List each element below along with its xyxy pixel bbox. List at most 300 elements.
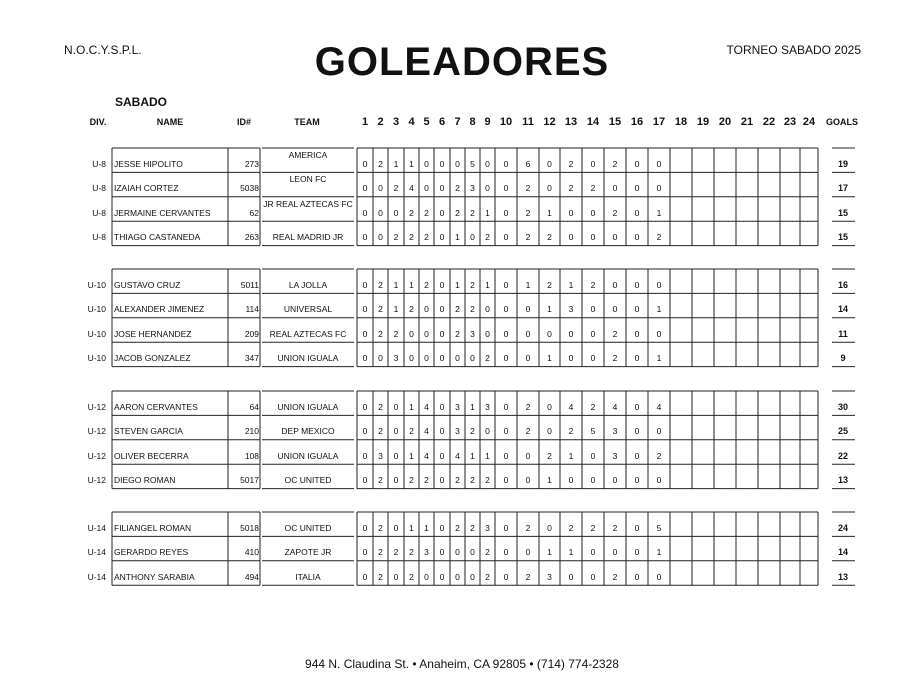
round-score-cell: 0: [634, 450, 640, 461]
division-cell: U-10: [87, 280, 106, 290]
round-score-cell: 0: [525, 475, 531, 486]
round-score-cell: 2: [378, 523, 383, 533]
round-score-cell: 0: [424, 328, 429, 339]
round-score-cell: 1: [455, 280, 460, 290]
team-cell: UNION IGUALA: [277, 353, 339, 364]
round-score-cell: 6: [525, 159, 531, 169]
player-name-cell: JESSE HIPOLITO: [114, 159, 183, 169]
player-id-cell: 5038: [240, 183, 259, 194]
round-score-cell: 0: [547, 426, 552, 437]
round-score-cell: 0: [439, 353, 445, 364]
division-cell: U-12: [87, 402, 106, 412]
player-id-cell: 347: [244, 353, 259, 364]
total-goals-cell: 11: [838, 328, 848, 339]
round-score-cell: 2: [547, 232, 552, 243]
division-cell: U-12: [87, 450, 106, 461]
header-round: 20: [718, 116, 732, 128]
player-id-cell: 5011: [240, 280, 259, 290]
round-score-cell: 0: [634, 547, 640, 558]
round-score-cell: 2: [568, 159, 574, 169]
round-score-cell: 4: [656, 402, 662, 412]
round-score-cell: 0: [634, 304, 640, 315]
header-name: NAME: [156, 117, 184, 127]
round-score-cell: 3: [470, 328, 475, 339]
round-score-cell: 0: [393, 207, 399, 218]
table-row: [0, 391, 924, 415]
player-name-cell: JERMAINE CERVANTES: [114, 207, 211, 218]
division-cell: U-12: [87, 426, 106, 437]
round-score-cell: 0: [378, 232, 383, 243]
round-score-cell: 1: [455, 232, 460, 243]
header-round: 12: [543, 116, 556, 128]
team-cell: AMERICA: [288, 150, 328, 160]
player-name-cell: THIAGO CASTANEDA: [114, 232, 201, 243]
round-score-cell: 2: [409, 426, 414, 437]
round-score-cell: 2: [612, 159, 618, 169]
round-score-cell: 0: [590, 547, 596, 558]
total-goals-cell: 14: [837, 547, 849, 558]
header-round: 14: [586, 116, 600, 128]
round-score-cell: 2: [378, 571, 383, 582]
round-score-cell: 1: [470, 402, 475, 412]
round-score-cell: 1: [547, 475, 552, 486]
round-score-cell: 0: [590, 353, 596, 364]
round-score-cell: 1: [568, 547, 574, 558]
round-score-cell: 0: [470, 232, 475, 243]
round-score-cell: 0: [590, 207, 596, 218]
round-score-cell: 0: [455, 159, 460, 169]
header-round: 6: [438, 116, 446, 128]
division-cell: U-10: [87, 304, 106, 315]
round-score-cell: 0: [362, 571, 368, 582]
round-score-cell: 0: [503, 183, 509, 194]
header-round: 15: [608, 116, 622, 128]
player-name-cell: AARON CERVANTES: [114, 402, 198, 412]
player-id-cell: 5018: [240, 523, 259, 533]
round-score-cell: 3: [455, 426, 460, 437]
player-name-cell: OLIVER BECERRA: [114, 450, 189, 461]
round-score-cell: 3: [568, 304, 574, 315]
round-score-cell: 2: [378, 280, 383, 290]
total-goals-cell: 13: [837, 475, 849, 486]
round-score-cell: 0: [656, 159, 662, 169]
footer-address: 944 N. Claudina St. • Anaheim, CA 92805 • (714) 774-2328: [305, 657, 619, 671]
round-score-cell: 0: [568, 207, 574, 218]
round-score-cell: 0: [612, 547, 618, 558]
round-score-cell: 2: [656, 232, 662, 243]
round-score-cell: 0: [393, 402, 399, 412]
round-score-cell: 0: [485, 159, 490, 169]
round-score-cell: 0: [634, 328, 640, 339]
round-score-cell: 1: [547, 353, 552, 364]
round-score-cell: 2: [590, 183, 596, 194]
round-score-cell: 3: [485, 402, 490, 412]
round-score-cell: 2: [409, 232, 414, 243]
header-round: 19: [696, 116, 710, 128]
round-score-cell: 3: [470, 183, 475, 194]
round-score-cell: 0: [470, 571, 475, 582]
round-score-cell: 0: [393, 571, 399, 582]
round-score-cell: 0: [612, 280, 618, 290]
round-score-cell: 2: [612, 353, 618, 364]
player-id-cell: 263: [244, 232, 259, 243]
round-score-cell: 3: [424, 547, 429, 558]
table-row: [0, 318, 924, 342]
round-score-cell: 2: [485, 475, 490, 486]
round-score-cell: 0: [424, 183, 429, 194]
round-score-cell: 2: [455, 207, 460, 218]
header-round: 9: [484, 116, 491, 128]
round-score-cell: 2: [378, 304, 383, 315]
round-score-cell: 2: [525, 183, 531, 194]
header-goals: GOALS: [825, 117, 859, 127]
round-score-cell: 2: [455, 183, 460, 194]
round-score-cell: 0: [362, 207, 368, 218]
table-row: [0, 269, 924, 293]
round-score-cell: 0: [547, 159, 552, 169]
header-round: 13: [564, 116, 578, 128]
player-name-cell: JOSE HERNANDEZ: [114, 328, 192, 339]
round-score-cell: 0: [634, 523, 640, 533]
round-score-cell: 0: [485, 328, 490, 339]
round-score-cell: 2: [612, 523, 618, 533]
round-score-cell: 2: [455, 523, 460, 533]
round-score-cell: 2: [409, 547, 414, 558]
round-score-cell: 0: [503, 547, 509, 558]
team-cell: REAL MADRID JR: [272, 232, 344, 243]
round-score-cell: 0: [590, 328, 596, 339]
page-title: GOLEADORES: [314, 40, 610, 84]
round-score-cell: 0: [568, 571, 574, 582]
header-round: 3: [392, 116, 400, 128]
header-round: 5: [423, 116, 430, 128]
round-score-cell: 2: [612, 328, 618, 339]
round-score-cell: 2: [424, 232, 429, 243]
round-score-cell: 1: [409, 159, 414, 169]
table-row: [0, 561, 924, 585]
round-score-cell: 0: [439, 402, 445, 412]
round-score-cell: 0: [455, 547, 460, 558]
round-score-cell: 2: [378, 547, 383, 558]
player-name-cell: JACOB GONZALEZ: [114, 353, 191, 364]
round-score-cell: 0: [503, 159, 509, 169]
round-score-cell: 2: [568, 523, 574, 533]
header-round: 7: [454, 116, 461, 128]
player-id-cell: 5017: [240, 475, 259, 486]
round-score-cell: 0: [525, 304, 531, 315]
team-cell: OC UNITED: [284, 523, 332, 533]
round-score-cell: 0: [439, 450, 445, 461]
division-cell: U-8: [92, 159, 106, 169]
player-name-cell: ANTHONY SARABIA: [114, 571, 195, 582]
round-score-cell: 3: [612, 450, 618, 461]
round-score-cell: 3: [455, 402, 460, 412]
round-score-cell: 0: [612, 304, 618, 315]
player-name-cell: GUSTAVO CRUZ: [114, 280, 181, 290]
division-cell: U-14: [87, 523, 106, 533]
round-score-cell: 0: [656, 426, 662, 437]
round-score-cell: 2: [378, 159, 383, 169]
round-score-cell: 0: [590, 475, 596, 486]
player-id-cell: 209: [244, 328, 259, 339]
team-cell: LEON FC: [289, 174, 327, 185]
round-score-cell: 0: [568, 475, 574, 486]
total-goals-cell: 15: [837, 232, 849, 243]
header-round: 24: [802, 116, 816, 128]
round-score-cell: 0: [439, 328, 445, 339]
round-score-cell: 0: [634, 353, 640, 364]
table-row: [0, 221, 924, 245]
round-score-cell: 2: [485, 571, 490, 582]
round-score-cell: 0: [503, 450, 509, 461]
round-score-cell: 1: [568, 450, 574, 461]
round-score-cell: 2: [612, 571, 618, 582]
round-score-cell: 3: [393, 353, 399, 364]
round-score-cell: 0: [439, 159, 445, 169]
round-score-cell: 1: [409, 523, 414, 533]
round-score-cell: 0: [485, 183, 490, 194]
round-score-cell: 1: [656, 353, 662, 364]
org-name: N.O.C.Y.S.P.L.: [64, 43, 142, 57]
round-score-cell: 0: [362, 402, 368, 412]
round-score-cell: 3: [485, 523, 490, 533]
round-score-cell: 0: [455, 571, 460, 582]
table-row: [0, 464, 924, 488]
division-cell: U-10: [87, 328, 106, 339]
round-score-cell: 2: [393, 232, 399, 243]
round-score-cell: 0: [424, 353, 429, 364]
total-goals-cell: 13: [837, 571, 849, 582]
round-score-cell: 2: [612, 207, 618, 218]
round-score-cell: 1: [470, 450, 475, 461]
table-row: [0, 536, 924, 560]
header-div: DIV.: [89, 117, 107, 127]
header-round: 8: [469, 116, 476, 128]
round-score-cell: 1: [409, 402, 414, 412]
division-cell: U-10: [87, 353, 106, 364]
table-row: [0, 148, 924, 172]
round-score-cell: 0: [362, 183, 368, 194]
round-score-cell: 2: [393, 183, 399, 194]
player-name-cell: FILIANGEL ROMAN: [114, 523, 192, 533]
player-name-cell: STEVEN GARCIA: [114, 426, 183, 437]
round-score-cell: 2: [378, 426, 383, 437]
player-name-cell: IZAIAH CORTEZ: [114, 183, 179, 194]
round-score-cell: 1: [485, 450, 490, 461]
round-score-cell: 0: [362, 232, 368, 243]
round-score-cell: 0: [424, 571, 429, 582]
round-score-cell: 5: [590, 426, 596, 437]
round-score-cell: 0: [547, 402, 552, 412]
total-goals-cell: 22: [837, 450, 849, 461]
header-round: 2: [377, 116, 384, 128]
round-score-cell: 2: [393, 547, 399, 558]
round-score-cell: 0: [503, 353, 509, 364]
round-score-cell: 2: [470, 280, 475, 290]
round-score-cell: 0: [378, 183, 383, 194]
round-score-cell: 0: [525, 450, 531, 461]
total-goals-cell: 30: [837, 402, 849, 412]
round-score-cell: 2: [547, 450, 552, 461]
round-score-cell: 0: [656, 328, 662, 339]
round-score-cell: 0: [612, 232, 618, 243]
round-score-cell: 2: [485, 547, 490, 558]
round-score-cell: 0: [634, 232, 640, 243]
round-score-cell: 0: [503, 232, 509, 243]
round-score-cell: 0: [656, 183, 662, 194]
round-score-cell: 0: [362, 475, 368, 486]
round-score-cell: 0: [485, 304, 490, 315]
round-score-cell: 0: [362, 328, 368, 339]
round-score-cell: 2: [547, 280, 552, 290]
total-goals-cell: 25: [837, 426, 849, 437]
round-score-cell: 2: [590, 402, 596, 412]
round-score-cell: 0: [525, 328, 531, 339]
round-score-cell: 4: [424, 402, 429, 412]
round-score-cell: 5: [470, 159, 475, 169]
round-score-cell: 0: [503, 402, 509, 412]
round-score-cell: 2: [424, 475, 429, 486]
header-team: TEAM: [294, 117, 320, 127]
day-label: SABADO: [115, 95, 168, 109]
round-score-cell: 2: [455, 304, 460, 315]
round-score-cell: 0: [568, 353, 574, 364]
tournament-name: TORNEO SABADO 2025: [726, 43, 861, 57]
player-id-cell: 273: [244, 159, 259, 169]
round-score-cell: 0: [547, 328, 552, 339]
round-score-cell: 2: [409, 304, 414, 315]
round-score-cell: 0: [568, 232, 574, 243]
round-score-cell: 2: [378, 475, 383, 486]
round-score-cell: 1: [656, 207, 662, 218]
round-score-cell: 1: [485, 280, 490, 290]
round-score-cell: 0: [634, 426, 640, 437]
round-score-cell: 0: [634, 475, 640, 486]
team-cell: DEP MEXICO: [281, 426, 335, 437]
round-score-cell: 0: [439, 304, 445, 315]
header-round: 11: [522, 116, 534, 128]
round-score-cell: 1: [393, 304, 399, 315]
round-score-cell: 0: [439, 475, 445, 486]
header-round: 21: [740, 116, 754, 128]
round-score-cell: 4: [424, 426, 429, 437]
round-score-cell: 0: [439, 523, 445, 533]
round-score-cell: 0: [568, 328, 574, 339]
round-score-cell: 0: [503, 304, 509, 315]
round-score-cell: 4: [455, 450, 460, 461]
header-round: 10: [499, 116, 513, 128]
player-id-cell: 64: [249, 402, 259, 412]
round-score-cell: 2: [470, 426, 475, 437]
total-goals-cell: 17: [837, 183, 849, 194]
round-score-cell: 2: [378, 402, 383, 412]
header-round: 22: [762, 116, 776, 128]
round-score-cell: 0: [424, 159, 429, 169]
round-score-cell: 1: [424, 523, 429, 533]
team-cell: UNION IGUALA: [277, 450, 339, 461]
round-score-cell: 0: [378, 207, 383, 218]
division-cell: U-14: [87, 547, 106, 558]
header-round: 23: [783, 116, 797, 128]
round-score-cell: 2: [409, 207, 414, 218]
round-score-cell: 0: [634, 159, 640, 169]
team-cell: REAL AZTECAS FC: [269, 328, 347, 339]
round-score-cell: 2: [409, 475, 414, 486]
table-row: [0, 172, 924, 196]
round-score-cell: 2: [393, 328, 399, 339]
round-score-cell: 0: [439, 571, 445, 582]
round-score-cell: 0: [470, 353, 475, 364]
team-cell: ZAPOTE JR: [284, 547, 332, 558]
round-score-cell: 0: [362, 353, 368, 364]
round-score-cell: 0: [439, 183, 445, 194]
player-id-cell: 108: [244, 450, 259, 461]
round-score-cell: 2: [424, 207, 429, 218]
round-score-cell: 0: [656, 571, 662, 582]
round-score-cell: 2: [590, 523, 596, 533]
round-score-cell: 0: [612, 183, 618, 194]
round-score-cell: 0: [590, 232, 596, 243]
round-score-cell: 2: [568, 183, 574, 194]
round-score-cell: 0: [634, 571, 640, 582]
round-score-cell: 1: [568, 280, 574, 290]
table-row: [0, 197, 924, 221]
round-score-cell: 2: [525, 426, 531, 437]
round-score-cell: 1: [547, 547, 552, 558]
round-score-cell: 0: [362, 280, 368, 290]
team-cell: OC UNITED: [284, 475, 332, 486]
total-goals-cell: 14: [837, 304, 849, 315]
round-score-cell: 0: [503, 426, 509, 437]
player-name-cell: ALEXANDER JIMENEZ: [114, 304, 205, 315]
round-score-cell: 0: [393, 450, 399, 461]
player-name-cell: DIEGO ROMAN: [114, 475, 176, 486]
team-cell: UNIVERSAL: [283, 304, 333, 315]
round-score-cell: 2: [455, 328, 460, 339]
round-score-cell: 4: [568, 402, 574, 412]
round-score-cell: 0: [362, 426, 368, 437]
round-score-cell: 0: [362, 547, 368, 558]
round-score-cell: 0: [485, 426, 490, 437]
round-score-cell: 0: [439, 426, 445, 437]
round-score-cell: 0: [590, 450, 596, 461]
round-score-cell: 0: [612, 475, 618, 486]
header-round: 1: [361, 116, 369, 128]
round-score-cell: 1: [547, 207, 552, 218]
round-score-cell: 3: [612, 426, 618, 437]
player-id-cell: 210: [244, 426, 259, 437]
round-score-cell: 2: [525, 571, 531, 582]
round-score-cell: 2: [525, 523, 531, 533]
round-score-cell: 1: [393, 159, 399, 169]
round-score-cell: 0: [378, 353, 383, 364]
round-score-cell: 0: [503, 571, 509, 582]
player-id-cell: 410: [244, 547, 259, 558]
player-id-cell: 114: [245, 304, 259, 315]
round-score-cell: 2: [525, 402, 531, 412]
team-cell: LA JOLLA: [288, 280, 328, 290]
round-score-cell: 0: [547, 183, 552, 194]
round-score-cell: 0: [634, 183, 640, 194]
round-score-cell: 1: [409, 280, 414, 290]
round-score-cell: 2: [424, 280, 429, 290]
round-score-cell: 4: [409, 183, 414, 194]
round-score-cell: 2: [590, 280, 596, 290]
round-score-cell: 1: [485, 207, 490, 218]
team-cell: UNION IGUALA: [277, 402, 339, 412]
round-score-cell: 1: [547, 304, 552, 315]
round-score-cell: 0: [424, 304, 429, 315]
